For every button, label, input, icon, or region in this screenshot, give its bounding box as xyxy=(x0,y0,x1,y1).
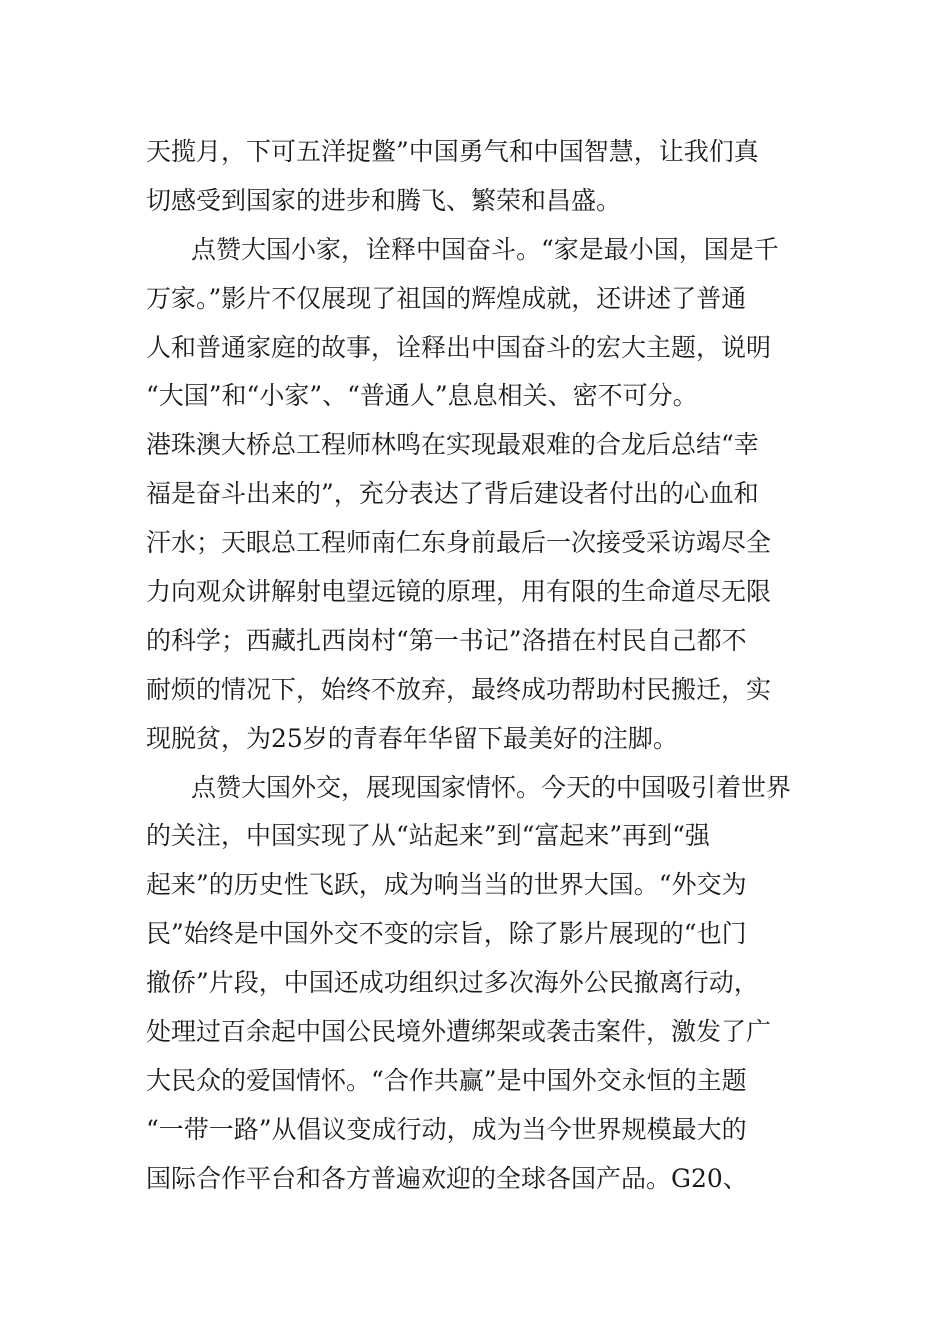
paragraph-start-line: 点赞大国外交，展现国家情怀。今天的中国吸引着世界 xyxy=(191,772,792,802)
text-line: 港珠澳大桥总工程师林鸣在实现最艰难的合龙后总结“幸 xyxy=(146,430,759,460)
document-body xyxy=(146,128,810,1204)
text-line: 国际合作平台和各方普遍欢迎的全球各国产品。G20、 xyxy=(146,1163,748,1193)
text-line: 起来”的历史性飞跃，成为响当当的世界大国。“外交为 xyxy=(146,870,747,900)
text-line: “大国”和“小家”、“普通人”息息相关、密不可分。 xyxy=(146,381,698,411)
text-line: 撤侨”片段，中国还成功组织过多次海外公民撤离行动， xyxy=(146,968,759,998)
text-line: 的关注，中国实现了从“站起来”到“富起来”再到“强 xyxy=(146,821,710,851)
text-line: 处理过百余起中国公民境外遭绑架或袭击案件，激发了广 xyxy=(146,1017,772,1047)
paragraph-start-line: 点赞大国小家，诠释中国奋斗。“家是最小国，国是千 xyxy=(191,234,779,264)
text-line: 万家。”影片不仅展现了祖国的辉煌成就，还讲述了普通 xyxy=(146,283,747,313)
text-line: 人和普通家庭的故事，诠释出中国奋斗的宏大主题，说明 xyxy=(146,332,772,362)
text-line: 汗水；天眼总工程师南仁东身前最后一次接受采访竭尽全 xyxy=(146,528,772,558)
text-line: 的科学；西藏扎西岗村“第一书记”洛措在村民自己都不 xyxy=(146,625,747,655)
text-line: 力向观众讲解射电望远镜的原理，用有限的生命道尽无限 xyxy=(146,577,772,607)
text-line: 现脱贫，为25岁的青春年华留下最美好的注脚。 xyxy=(146,723,678,753)
text-line: 天揽月，下可五洋捉鳖”中国勇气和中国智慧，让我们真 xyxy=(146,137,759,166)
text-line: 民”始终是中国外交不变的宗旨，除了影片展现的“也门 xyxy=(146,919,747,949)
text-line: 耐烦的情况下，始终不放弃，最终成功帮助村民搬迁，实 xyxy=(146,674,772,704)
text-line: 大民众的爱国情怀。“合作共赢”是中国外交永恒的主题 xyxy=(146,1065,747,1095)
text-line: 切感受到国家的进步和腾飞、繁荣和昌盛。 xyxy=(146,185,622,215)
text-line: “一带一路”从倡议变成行动，成为当今世界规模最大的 xyxy=(146,1114,747,1144)
text-line: 福是奋斗出来的”，充分表达了背后建设者付出的心血和 xyxy=(146,479,759,509)
